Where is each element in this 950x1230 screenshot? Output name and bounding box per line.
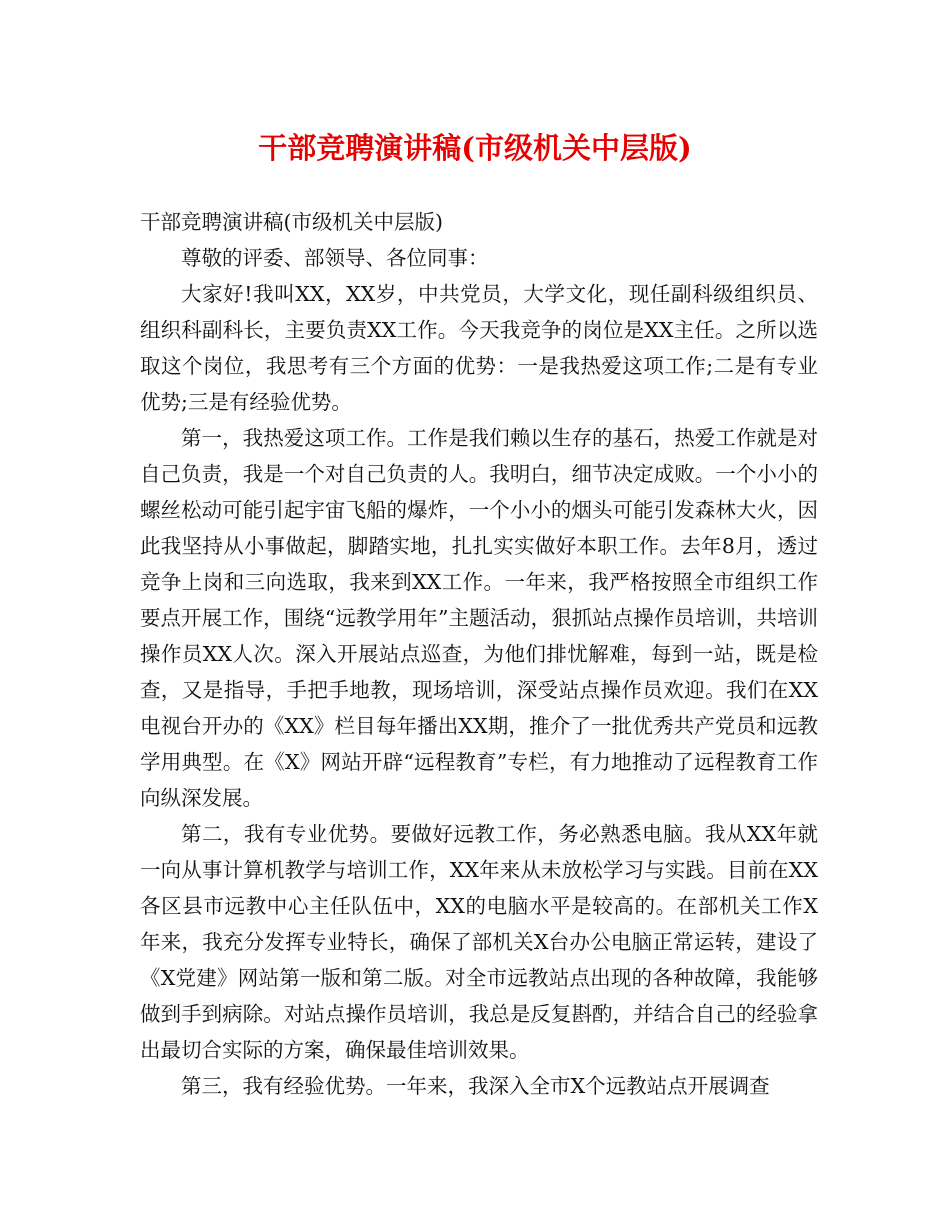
document-title: 干部竞聘演讲稿(市级机关中层版) xyxy=(258,131,692,165)
paragraph-second-point: 第二，我有专业优势。要做好远教工作，务必熟悉电脑。我从XX年就一向从事计算机教学与培训工作，XX年来从未放松学习与实践。目前在XX各区县市远教中心主任队伍中，XX的电脑水平是较高的。在部机关工作X年来，我充分发挥专业特长，确保了部机关X台办公电脑正常运转，建设了《X党建》网站第一版和第二版。对全市远教站点出现的各种故障，我能够做到手到病除。对站点操作员培训，我总是反复斟酌，并结合自己的经验拿出最切合实际的方案，确保最佳培训效果。 xyxy=(140,822,818,1062)
paragraph-heading: 干部竞聘演讲稿(市级机关中层版) xyxy=(140,210,443,234)
document-body xyxy=(140,204,818,1104)
paragraph-first-point: 第一，我热爱这项工作。工作是我们赖以生存的基石，热爱工作就是对自己负责，我是一个对自己负责的人。我明白，细节决定成败。一个小小的螺丝松动可能引起宇宙飞船的爆炸，一个小小的烟头可能引发森林大火，因此我坚持从小事做起，脚踏实地，扎扎实实做好本职工作。去年8月，透过竞争上岗和三向选取，我来到XX工作。一年来，我严格按照全市组织工作要点开展工作，围绕“远教学用年”主题活动，狠抓站点操作员培训，共培训操作员XX人次。深入开展站点巡查，为他们排忧解难，每到一站，既是检查，又是指导，手把手地教，现场培训，深受站点操作员欢迎。我们在XX电视台开办的《XX》栏目每年播出XX期，推介了一批优秀共产党员和远教学用典型。在《X》网站开辟“远程教育”专栏，有力地推动了远程教育工作向纵深发展。 xyxy=(140,426,818,810)
paragraph-third-point: 第三，我有经验优势。一年来，我深入全市X个远教站点开展调查 xyxy=(181,1074,770,1098)
paragraph-introduction: 大家好!我叫XX，XX岁，中共党员，大学文化，现任副科级组织员、组织科副科长，主要负责XX工作。今天我竞争的岗位是XX主任。之所以选取这个岗位，我思考有三个方面的优势：一是我热爱这项工作;二是有专业优势;三是有经验优势。 xyxy=(140,282,818,414)
paragraph-salutation: 尊敬的评委、部领导、各位同事： xyxy=(181,246,489,270)
